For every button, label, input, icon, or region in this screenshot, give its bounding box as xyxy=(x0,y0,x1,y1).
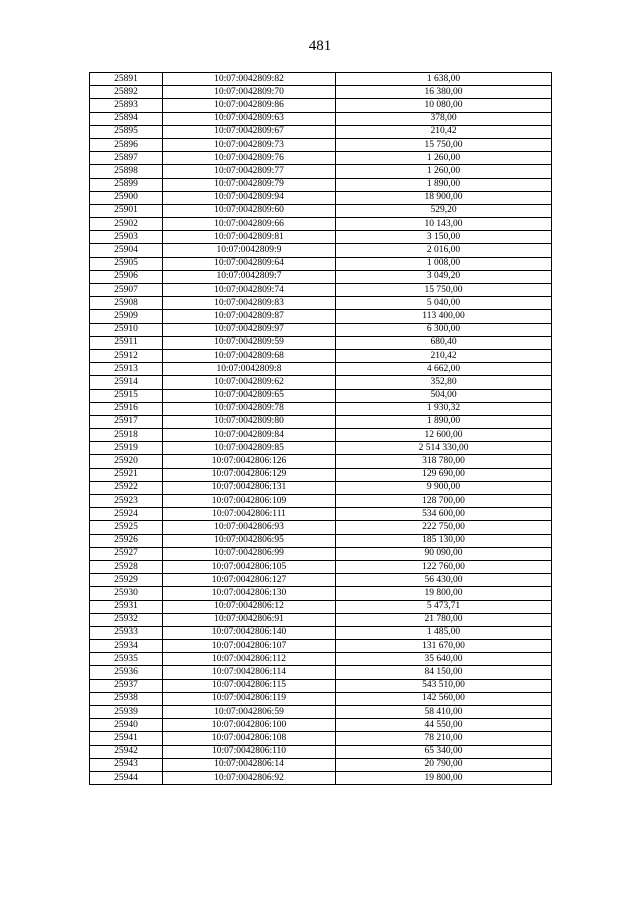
table-row xyxy=(90,666,552,679)
row-number-cell: 25903 xyxy=(90,231,163,244)
value-cell: 529,20 xyxy=(336,204,552,217)
value-cell: 210,42 xyxy=(336,349,552,362)
value-cell: 84 150,00 xyxy=(336,666,552,679)
row-number-cell: 25906 xyxy=(90,270,163,283)
table-row xyxy=(90,363,552,376)
row-number-cell: 25923 xyxy=(90,495,163,508)
value-cell: 44 550,00 xyxy=(336,719,552,732)
cadastral-number-cell: 10:07:0042809:70 xyxy=(163,86,336,99)
row-number-cell: 25916 xyxy=(90,402,163,415)
row-number-cell: 25920 xyxy=(90,455,163,468)
table-row xyxy=(90,481,552,494)
cadastral-number-cell: 10:07:0042806:130 xyxy=(163,587,336,600)
cadastral-number-cell: 10:07:0042809:80 xyxy=(163,415,336,428)
row-number-cell: 25909 xyxy=(90,310,163,323)
cadastral-number-cell: 10:07:0042806:115 xyxy=(163,679,336,692)
cadastral-number-cell: 10:07:0042806:112 xyxy=(163,653,336,666)
cadastral-number-cell: 10:07:0042809:87 xyxy=(163,310,336,323)
cadastral-number-cell: 10:07:0042806:127 xyxy=(163,574,336,587)
row-number-cell: 25941 xyxy=(90,732,163,745)
cadastral-number-cell: 10:07:0042809:66 xyxy=(163,218,336,231)
table-row xyxy=(90,442,552,455)
cadastral-number-cell: 10:07:0042809:77 xyxy=(163,165,336,178)
table-row xyxy=(90,218,552,231)
table-row xyxy=(90,706,552,719)
value-cell: 1 260,00 xyxy=(336,165,552,178)
row-number-cell: 25936 xyxy=(90,666,163,679)
row-number-cell: 25928 xyxy=(90,560,163,573)
table-row xyxy=(90,692,552,705)
row-number-cell: 25897 xyxy=(90,152,163,165)
table-row xyxy=(90,732,552,745)
data-table xyxy=(89,72,552,785)
value-cell: 16 380,00 xyxy=(336,86,552,99)
row-number-cell: 25904 xyxy=(90,244,163,257)
row-number-cell: 25934 xyxy=(90,640,163,653)
row-number-cell: 25921 xyxy=(90,468,163,481)
table-row xyxy=(90,376,552,389)
table-row xyxy=(90,587,552,600)
value-cell: 1 638,00 xyxy=(336,73,552,86)
table-row xyxy=(90,495,552,508)
cadastral-number-cell: 10:07:0042809:60 xyxy=(163,204,336,217)
table-row xyxy=(90,125,552,138)
table-row xyxy=(90,86,552,99)
table-row xyxy=(90,521,552,534)
row-number-cell: 25893 xyxy=(90,99,163,112)
cadastral-number-cell: 10:07:0042809:74 xyxy=(163,284,336,297)
cadastral-number-cell: 10:07:0042809:73 xyxy=(163,138,336,151)
row-number-cell: 25922 xyxy=(90,481,163,494)
row-number-cell: 25937 xyxy=(90,679,163,692)
cadastral-number-cell: 10:07:0042809:94 xyxy=(163,191,336,204)
cadastral-number-cell: 10:07:0042809:68 xyxy=(163,349,336,362)
row-number-cell: 25914 xyxy=(90,376,163,389)
row-number-cell: 25907 xyxy=(90,284,163,297)
row-number-cell: 25940 xyxy=(90,719,163,732)
value-cell: 65 340,00 xyxy=(336,745,552,758)
value-cell: 129 690,00 xyxy=(336,468,552,481)
row-number-cell: 25912 xyxy=(90,349,163,362)
table-row xyxy=(90,653,552,666)
row-number-cell: 25891 xyxy=(90,73,163,86)
value-cell: 20 790,00 xyxy=(336,758,552,771)
table-row xyxy=(90,389,552,402)
table-row xyxy=(90,560,552,573)
value-cell: 3 049,20 xyxy=(336,270,552,283)
cadastral-number-cell: 10:07:0042806:14 xyxy=(163,758,336,771)
cadastral-number-cell: 10:07:0042806:100 xyxy=(163,719,336,732)
table-row xyxy=(90,508,552,521)
table-row xyxy=(90,640,552,653)
table-row xyxy=(90,336,552,349)
row-number-cell: 25900 xyxy=(90,191,163,204)
table-row xyxy=(90,244,552,257)
row-number-cell: 25913 xyxy=(90,363,163,376)
row-number-cell: 25915 xyxy=(90,389,163,402)
value-cell: 352,80 xyxy=(336,376,552,389)
table-row xyxy=(90,165,552,178)
cadastral-number-cell: 10:07:0042809:97 xyxy=(163,323,336,336)
cadastral-number-cell: 10:07:0042806:114 xyxy=(163,666,336,679)
value-cell: 122 760,00 xyxy=(336,560,552,573)
cadastral-number-cell: 10:07:0042809:85 xyxy=(163,442,336,455)
table-row xyxy=(90,613,552,626)
cadastral-number-cell: 10:07:0042809:8 xyxy=(163,363,336,376)
value-cell: 6 300,00 xyxy=(336,323,552,336)
cadastral-number-cell: 10:07:0042809:76 xyxy=(163,152,336,165)
value-cell: 378,00 xyxy=(336,112,552,125)
cadastral-number-cell: 10:07:0042806:110 xyxy=(163,745,336,758)
row-number-cell: 25935 xyxy=(90,653,163,666)
table-row xyxy=(90,758,552,771)
cadastral-number-cell: 10:07:0042809:81 xyxy=(163,231,336,244)
table-row xyxy=(90,547,552,560)
cadastral-number-cell: 10:07:0042806:119 xyxy=(163,692,336,705)
row-number-cell: 25917 xyxy=(90,415,163,428)
row-number-cell: 25901 xyxy=(90,204,163,217)
cadastral-number-cell: 10:07:0042806:59 xyxy=(163,706,336,719)
row-number-cell: 25930 xyxy=(90,587,163,600)
row-number-cell: 25895 xyxy=(90,125,163,138)
value-cell: 19 800,00 xyxy=(336,771,552,784)
row-number-cell: 25908 xyxy=(90,297,163,310)
table-row xyxy=(90,468,552,481)
table-body xyxy=(90,73,552,785)
table-row xyxy=(90,626,552,639)
value-cell: 3 150,00 xyxy=(336,231,552,244)
row-number-cell: 25925 xyxy=(90,521,163,534)
value-cell: 10 080,00 xyxy=(336,99,552,112)
cadastral-number-cell: 10:07:0042809:63 xyxy=(163,112,336,125)
cadastral-number-cell: 10:07:0042809:62 xyxy=(163,376,336,389)
cadastral-number-cell: 10:07:0042806:140 xyxy=(163,626,336,639)
row-number-cell: 25932 xyxy=(90,613,163,626)
row-number-cell: 25929 xyxy=(90,574,163,587)
value-cell: 680,40 xyxy=(336,336,552,349)
table-row xyxy=(90,138,552,151)
row-number-cell: 25905 xyxy=(90,257,163,270)
table-row xyxy=(90,745,552,758)
cadastral-number-cell: 10:07:0042809:9 xyxy=(163,244,336,257)
table-row xyxy=(90,679,552,692)
value-cell: 128 700,00 xyxy=(336,495,552,508)
value-cell: 1 930,32 xyxy=(336,402,552,415)
cadastral-number-cell: 10:07:0042809:86 xyxy=(163,99,336,112)
value-cell: 222 750,00 xyxy=(336,521,552,534)
table-row xyxy=(90,99,552,112)
table-row xyxy=(90,152,552,165)
value-cell: 78 210,00 xyxy=(336,732,552,745)
table-row xyxy=(90,534,552,547)
table-row xyxy=(90,323,552,336)
cadastral-number-cell: 10:07:0042806:131 xyxy=(163,481,336,494)
row-number-cell: 25944 xyxy=(90,771,163,784)
cadastral-number-cell: 10:07:0042806:93 xyxy=(163,521,336,534)
cadastral-number-cell: 10:07:0042806:108 xyxy=(163,732,336,745)
cadastral-number-cell: 10:07:0042806:12 xyxy=(163,600,336,613)
value-cell: 113 400,00 xyxy=(336,310,552,323)
table-row xyxy=(90,284,552,297)
cadastral-number-cell: 10:07:0042806:109 xyxy=(163,495,336,508)
row-number-cell: 25910 xyxy=(90,323,163,336)
row-number-cell: 25942 xyxy=(90,745,163,758)
cadastral-number-cell: 10:07:0042806:126 xyxy=(163,455,336,468)
cadastral-number-cell: 10:07:0042806:105 xyxy=(163,560,336,573)
table-row xyxy=(90,73,552,86)
value-cell: 15 750,00 xyxy=(336,138,552,151)
row-number-cell: 25918 xyxy=(90,429,163,442)
value-cell: 56 430,00 xyxy=(336,574,552,587)
table-row xyxy=(90,402,552,415)
table-row xyxy=(90,349,552,362)
value-cell: 1 008,00 xyxy=(336,257,552,270)
row-number-cell: 25931 xyxy=(90,600,163,613)
value-cell: 1 260,00 xyxy=(336,152,552,165)
cadastral-number-cell: 10:07:0042809:7 xyxy=(163,270,336,283)
table-row xyxy=(90,178,552,191)
table-row xyxy=(90,231,552,244)
row-number-cell: 25919 xyxy=(90,442,163,455)
cadastral-number-cell: 10:07:0042809:59 xyxy=(163,336,336,349)
value-cell: 18 900,00 xyxy=(336,191,552,204)
table-row xyxy=(90,204,552,217)
cadastral-number-cell: 10:07:0042809:79 xyxy=(163,178,336,191)
table-row xyxy=(90,257,552,270)
value-cell: 4 662,00 xyxy=(336,363,552,376)
cadastral-number-cell: 10:07:0042809:82 xyxy=(163,73,336,86)
cadastral-number-cell: 10:07:0042809:64 xyxy=(163,257,336,270)
value-cell: 9 900,00 xyxy=(336,481,552,494)
row-number-cell: 25943 xyxy=(90,758,163,771)
row-number-cell: 25933 xyxy=(90,626,163,639)
row-number-cell: 25898 xyxy=(90,165,163,178)
value-cell: 131 670,00 xyxy=(336,640,552,653)
cadastral-number-cell: 10:07:0042806:129 xyxy=(163,468,336,481)
value-cell: 543 510,00 xyxy=(336,679,552,692)
row-number-cell: 25939 xyxy=(90,706,163,719)
cadastral-number-cell: 10:07:0042806:99 xyxy=(163,547,336,560)
value-cell: 90 090,00 xyxy=(336,547,552,560)
row-number-cell: 25924 xyxy=(90,508,163,521)
value-cell: 19 800,00 xyxy=(336,587,552,600)
table-row xyxy=(90,191,552,204)
row-number-cell: 25894 xyxy=(90,112,163,125)
value-cell: 2 514 330,00 xyxy=(336,442,552,455)
cadastral-number-cell: 10:07:0042809:67 xyxy=(163,125,336,138)
table-row xyxy=(90,310,552,323)
row-number-cell: 25892 xyxy=(90,86,163,99)
value-cell: 185 130,00 xyxy=(336,534,552,547)
row-number-cell: 25911 xyxy=(90,336,163,349)
value-cell: 58 410,00 xyxy=(336,706,552,719)
table-row xyxy=(90,771,552,784)
value-cell: 5 040,00 xyxy=(336,297,552,310)
table-row xyxy=(90,112,552,125)
row-number-cell: 25938 xyxy=(90,692,163,705)
table-row xyxy=(90,270,552,283)
value-cell: 1 485,00 xyxy=(336,626,552,639)
cadastral-number-cell: 10:07:0042806:95 xyxy=(163,534,336,547)
value-cell: 10 143,00 xyxy=(336,218,552,231)
table-row xyxy=(90,600,552,613)
cadastral-number-cell: 10:07:0042809:65 xyxy=(163,389,336,402)
cadastral-number-cell: 10:07:0042809:84 xyxy=(163,429,336,442)
value-cell: 1 890,00 xyxy=(336,415,552,428)
table-row xyxy=(90,719,552,732)
table-row xyxy=(90,574,552,587)
row-number-cell: 25896 xyxy=(90,138,163,151)
row-number-cell: 25899 xyxy=(90,178,163,191)
value-cell: 2 016,00 xyxy=(336,244,552,257)
value-cell: 1 890,00 xyxy=(336,178,552,191)
value-cell: 35 640,00 xyxy=(336,653,552,666)
value-cell: 210,42 xyxy=(336,125,552,138)
value-cell: 21 780,00 xyxy=(336,613,552,626)
row-number-cell: 25902 xyxy=(90,218,163,231)
row-number-cell: 25926 xyxy=(90,534,163,547)
value-cell: 15 750,00 xyxy=(336,284,552,297)
value-cell: 318 780,00 xyxy=(336,455,552,468)
value-cell: 142 560,00 xyxy=(336,692,552,705)
cadastral-number-cell: 10:07:0042809:78 xyxy=(163,402,336,415)
table-row xyxy=(90,297,552,310)
value-cell: 5 473,71 xyxy=(336,600,552,613)
table-row xyxy=(90,455,552,468)
row-number-cell: 25927 xyxy=(90,547,163,560)
table-row xyxy=(90,415,552,428)
cadastral-number-cell: 10:07:0042806:92 xyxy=(163,771,336,784)
cadastral-number-cell: 10:07:0042806:111 xyxy=(163,508,336,521)
value-cell: 12 600,00 xyxy=(336,429,552,442)
value-cell: 504,00 xyxy=(336,389,552,402)
value-cell: 534 600,00 xyxy=(336,508,552,521)
cadastral-number-cell: 10:07:0042809:83 xyxy=(163,297,336,310)
table-row xyxy=(90,429,552,442)
page-number: 481 xyxy=(308,38,332,54)
cadastral-number-cell: 10:07:0042806:91 xyxy=(163,613,336,626)
cadastral-number-cell: 10:07:0042806:107 xyxy=(163,640,336,653)
